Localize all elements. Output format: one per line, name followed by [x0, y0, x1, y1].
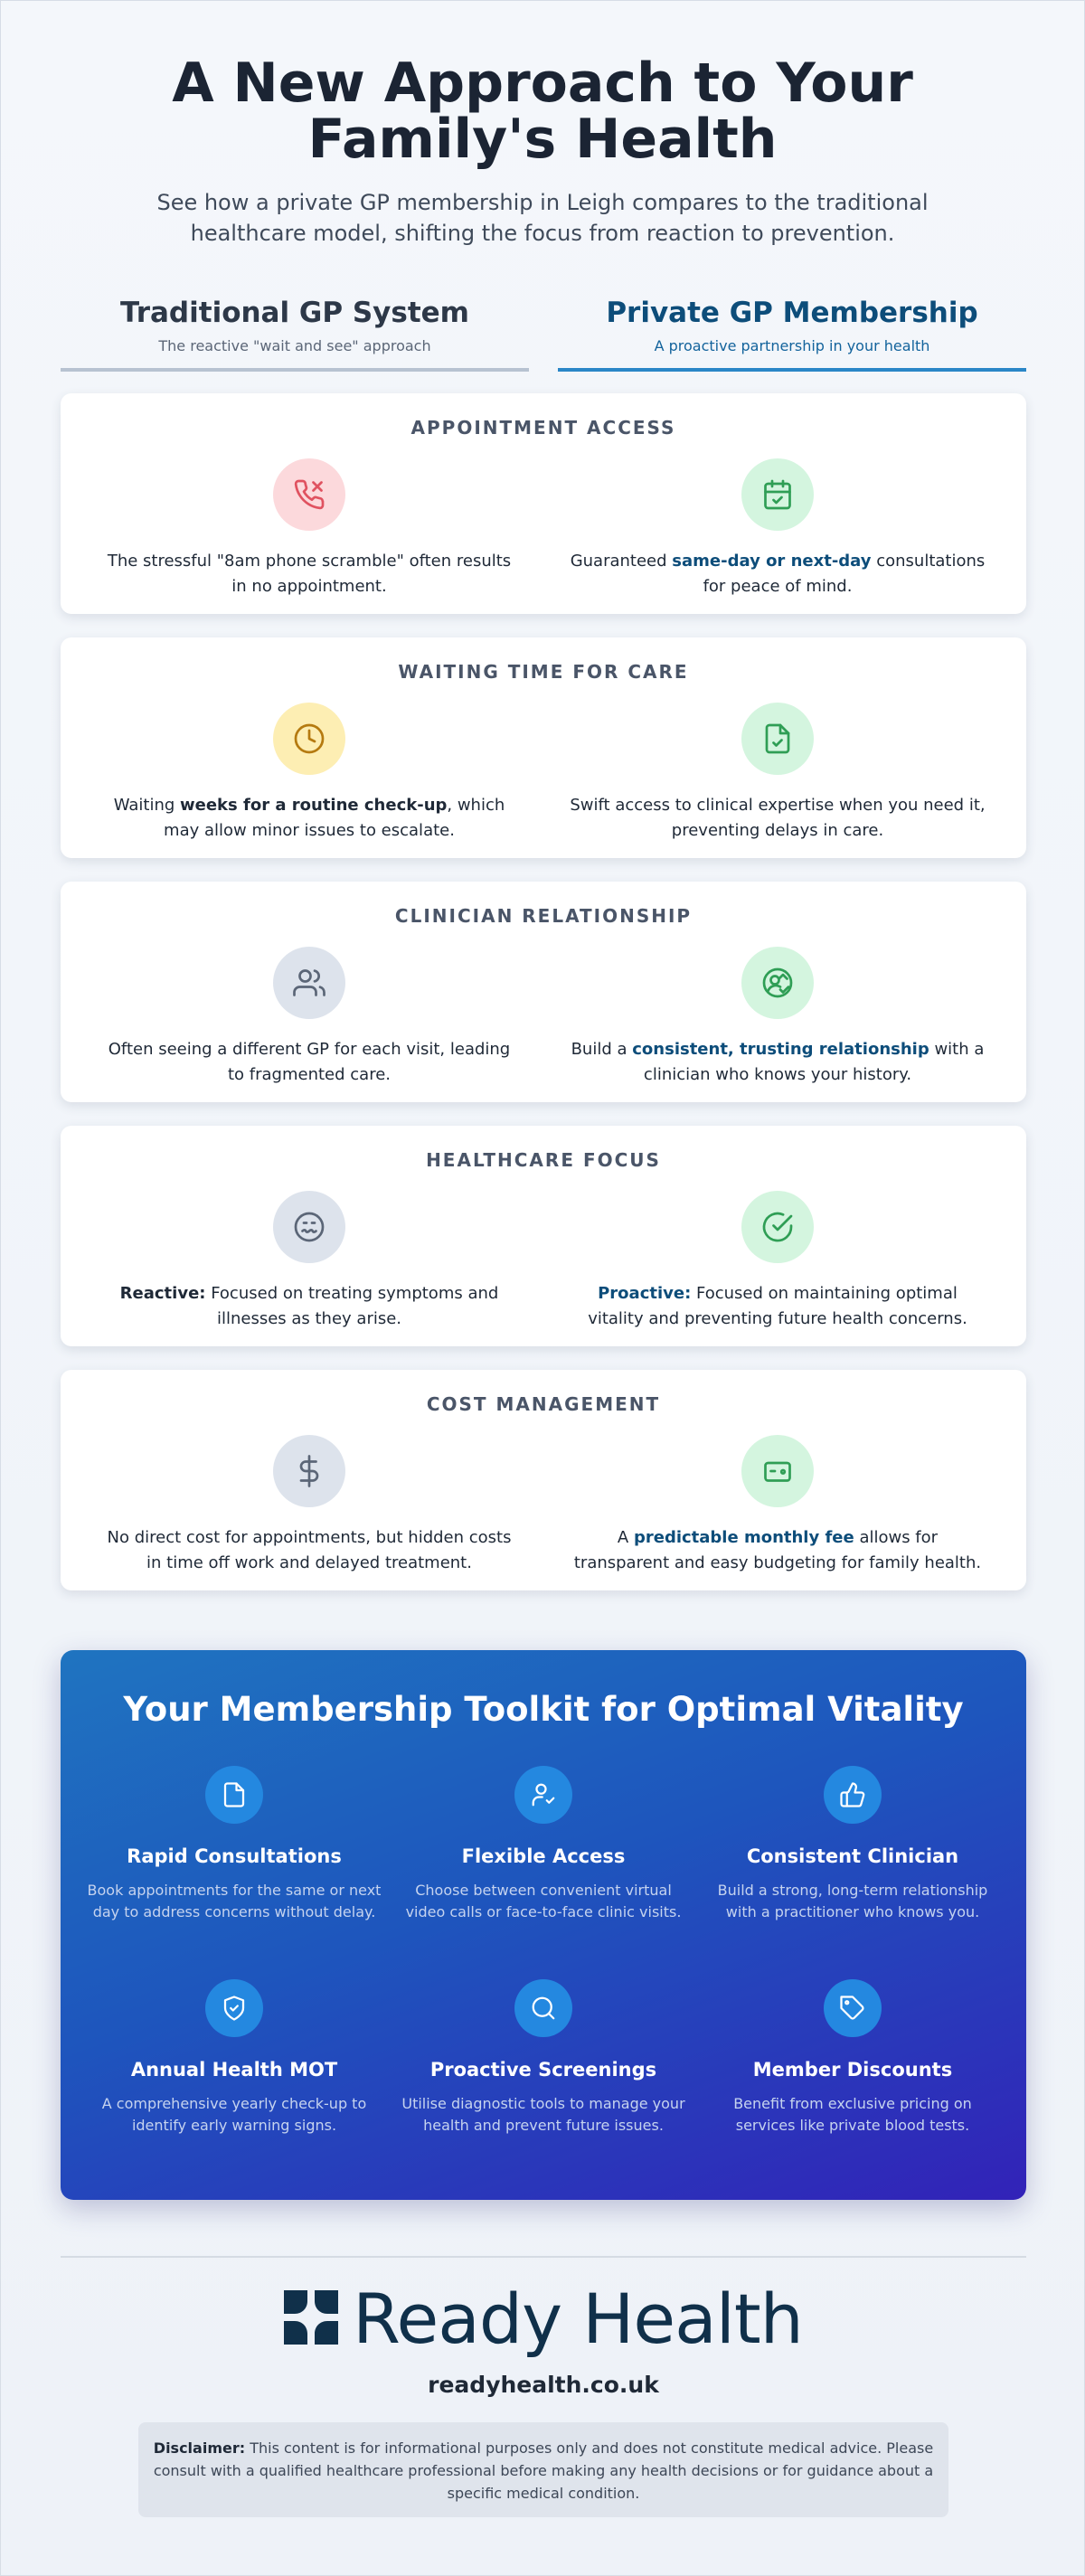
comparison-card-appointment: [61, 393, 1026, 614]
disclaimer-text: This content is for informational purposes only and does not constitute medical advice. Please consult with a qualified healthcare professional before making any health decisions or for guidance about a specific medical condition.: [153, 2439, 934, 2502]
phone-icon: [273, 458, 345, 531]
traditional-text: No direct cost for appointments, but hidden costs in time off work and delayed treatment.: [107, 1528, 512, 1572]
header: [1, 1, 1084, 249]
feature-consistent-clinician: [705, 1766, 1000, 1923]
tag-icon: [824, 1979, 882, 2037]
brand-name: Ready Health: [353, 2279, 803, 2359]
users-icon: [273, 947, 345, 1019]
feature-annual-health-mot: [87, 1979, 382, 2137]
traditional-side: [101, 1191, 517, 1332]
dollar-icon: [273, 1435, 345, 1507]
feature-text: Utilise diagnostic tools to manage your health and prevent future issues.: [401, 2095, 685, 2134]
traditional-side: [101, 703, 517, 844]
comparison-card-focus: [61, 1126, 1026, 1346]
traditional-side: [101, 947, 517, 1088]
membership-toolkit: [61, 1650, 1026, 2200]
membership-text: Swift access to clinical expertise when you need it, preventing delays in care.: [570, 796, 986, 840]
feature-text: A comprehensive yearly check-up to identify early warning signs.: [101, 2095, 367, 2134]
card-heading: CLINICIAN RELATIONSHIP: [394, 905, 693, 927]
thumbs-up-icon: [824, 1766, 882, 1824]
membership-side: [570, 1435, 986, 1576]
feature-member-discounts: [705, 1979, 1000, 2137]
search-icon: [514, 1979, 572, 2037]
membership-text: Guaranteed same-day or next-day consultations for peace of mind.: [570, 552, 986, 596]
disclaimer-label: Disclaimer:: [153, 2439, 246, 2457]
calendar-check-icon: [741, 458, 814, 531]
membership-subtitle: A proactive partnership in your health: [654, 337, 930, 354]
toolkit-title: Your Membership Toolkit for Optimal Vitality: [123, 1690, 964, 1729]
comparison-card-cost: [61, 1370, 1026, 1590]
feature-title: Member Discounts: [752, 2059, 953, 2081]
traditional-title: Traditional GP System: [119, 297, 469, 329]
membership-text: Proactive: Focused on maintaining optimal vitality and preventing future health concerns.: [588, 1284, 967, 1328]
page-subtitle: See how a private GP membership in Leigh compares to the traditional healthcare model, shifting the focus from reaction to prevention.: [156, 190, 929, 246]
feature-flexible-access: [396, 1766, 691, 1923]
traditional-side: [101, 1435, 517, 1576]
user-video-icon: [514, 1766, 572, 1824]
traditional-column-header: [61, 292, 529, 372]
comparison-columns: [61, 292, 1026, 373]
card-heading: COST MANAGEMENT: [426, 1393, 661, 1415]
comparison-card-waiting-time: [61, 637, 1026, 858]
website-link[interactable]: readyhealth.co.uk: [428, 2372, 659, 2398]
brand-logo: [1, 2279, 1085, 2359]
card-heading: HEALTHCARE FOCUS: [426, 1149, 661, 1171]
membership-title: Private GP Membership: [606, 297, 978, 329]
membership-side: [570, 703, 986, 844]
feature-text: Book appointments for the same or next day to address concerns without delay.: [87, 1882, 382, 1920]
traditional-side: [101, 458, 517, 599]
dizzy-face-icon: [273, 1191, 345, 1263]
traditional-text: Often seeing a different GP for each visit, leading to fragmented care.: [108, 1040, 511, 1084]
check-circle-icon: [741, 1191, 814, 1263]
card-heading: APPOINTMENT ACCESS: [410, 417, 676, 439]
file-icon: [205, 1766, 263, 1824]
feature-title: Flexible Access: [461, 1845, 626, 1867]
traditional-subtitle: The reactive "wait and see" approach: [158, 337, 431, 354]
feature-title: Rapid Consultations: [127, 1845, 342, 1867]
disclaimer: [138, 2422, 948, 2517]
shield-check-icon: [205, 1979, 263, 2037]
logo-mark-icon: [284, 2290, 338, 2348]
feature-rapid-consultations: [87, 1766, 382, 1923]
clock-icon: [273, 703, 345, 775]
user-check-icon: [741, 947, 814, 1019]
feature-text: Choose between convenient virtual video calls or face-to-face clinic visits.: [405, 1882, 682, 1920]
comparison-card-clinician: [61, 882, 1026, 1102]
membership-column-header: [558, 292, 1026, 372]
feature-text: Benefit from exclusive pricing on services like private blood tests.: [733, 2095, 972, 2134]
feature-title: Annual Health MOT: [130, 2059, 338, 2081]
traditional-text: The stressful "8am phone scramble" often results in no appointment.: [107, 552, 512, 596]
membership-side: [570, 947, 986, 1088]
wallet-icon: [741, 1435, 814, 1507]
membership-side: [570, 458, 986, 599]
document-check-icon: [741, 703, 814, 775]
footer-divider: [61, 2256, 1026, 2258]
card-heading: WAITING TIME FOR CARE: [398, 661, 689, 683]
membership-side: [570, 1191, 986, 1332]
traditional-text: Reactive: Focused on treating symptoms and illnesses as they arise.: [119, 1284, 499, 1328]
page-title: A New Approach to Your Family's Health: [172, 52, 913, 171]
feature-title: Consistent Clinician: [746, 1845, 959, 1867]
feature-text: Build a strong, long-term relationship with a practitioner who knows you.: [717, 1882, 988, 1920]
traditional-text: Waiting weeks for a routine check-up, which may allow minor issues to escalate.: [113, 796, 505, 840]
membership-text: Build a consistent, trusting relationship with a clinician who knows your history.: [571, 1040, 985, 1084]
feature-title: Proactive Screenings: [429, 2059, 657, 2081]
membership-text: A predictable monthly fee allows for transparent and easy budgeting for family health.: [573, 1528, 982, 1572]
feature-proactive-screenings: [396, 1979, 691, 2137]
